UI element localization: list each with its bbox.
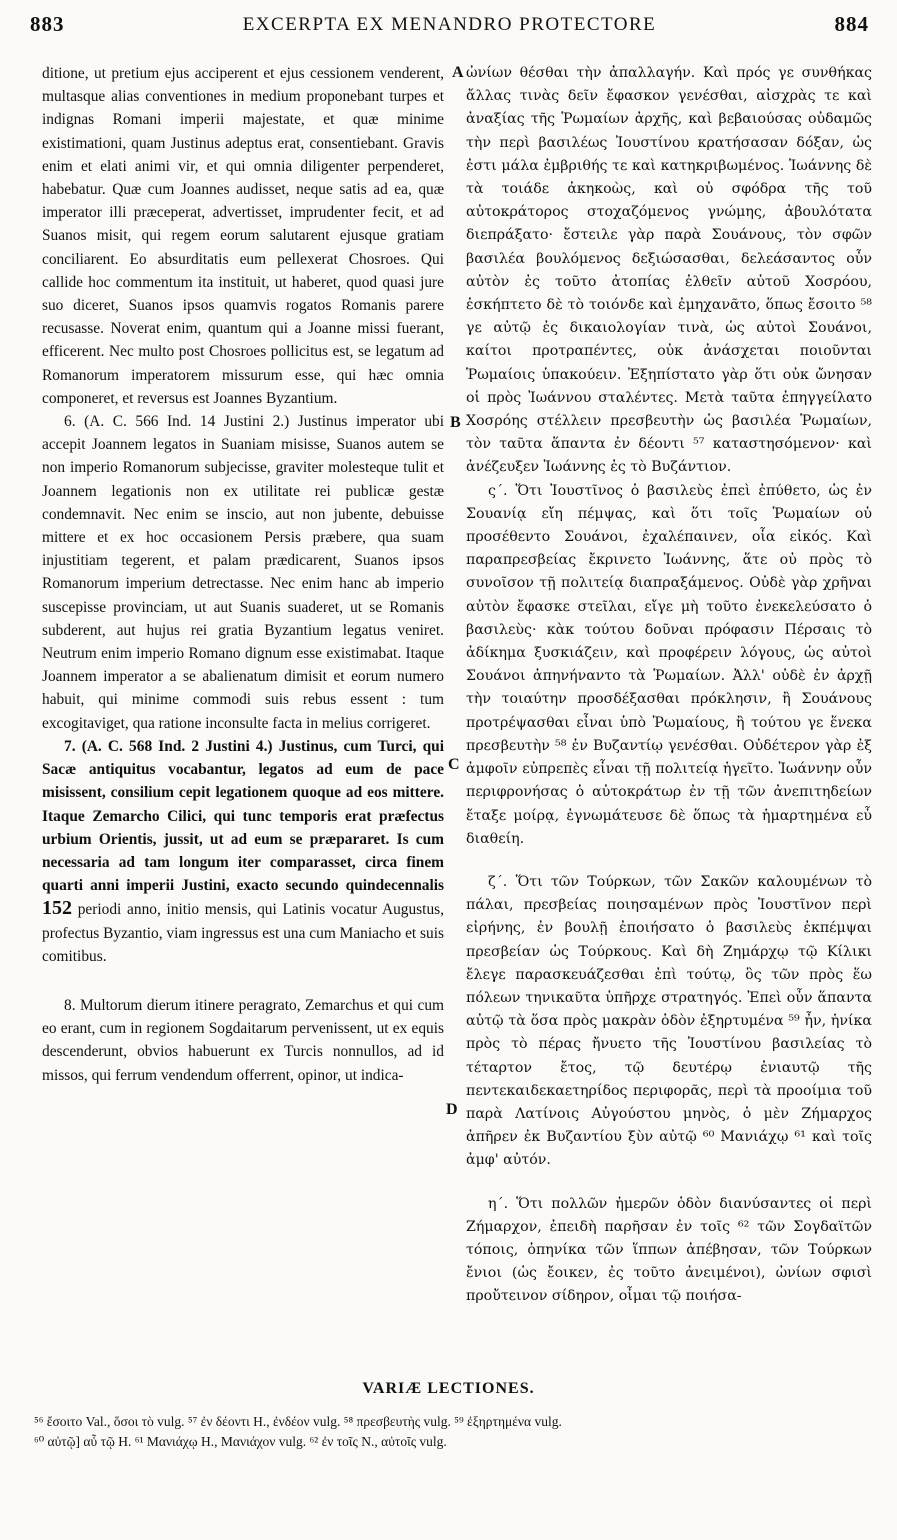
latin-paragraph-4: 8. Multorum dierum itinere peragrato, Zemarchus et qui cum eo erant, cum in regionem Sogdaitarum pervenissent, ut ex equis descenderunt, obvios habuerunt ex Turcis nonnullos, ad id missos, qui ferrum vendendum offerrent, opinor, ut indica- (42, 996, 444, 1084)
inline-page-number: 152 (42, 897, 72, 920)
page-number-right: 884 (834, 12, 869, 36)
greek-paragraph-3: ζ΄. Ὅτι τῶν Τούρκων, τῶν Σακῶν καλουμένων τὸ πάλαι, πρεσβείας ποιησαμένων πρὸς Ἰουστῖνον περὶ εἰρήνης, ἐν βουλῇ ἐποιήσατο ὁ βασιλεὺς ἐκπέμψαι πρεσβείαν ὡς Τούρκους. Καὶ δὴ Ζημάρχῳ τῷ Κίλικι ἔλεγε παρασκευάζεσθαι ἐπὶ τούτῳ, ὃς τῶν πρὸς ἕω πόλεων τηνικαῦτα ὑπῆρχε στρατηγός. Ἐπεὶ οὖν ἅπαντα αὐτῷ τὰ ὅσα πρὸς μακρὰν ὁδὸν ἐξηρτυμένα ⁵⁹ ἦν, ἡνίκα πρὸς τὸ πέρας ἤνυετο τῆς Ἰουστίνου βασιλείας τὸ τέταρτον ἔτος, τῷ δευτέρῳ ἐνιαυτῷ τῆς πεντεκαιδεκαετηρίδος περιφορᾶς, περὶ τὰ προοίμια τοῦ παρὰ Λατίνοις Αὐγούστου μηνὸς, ὁ μὲν Ζήμαρχος ἀπῆρεν ἐκ Βυζαντίου ξὺν αὐτῷ ⁶⁰ Μανιάχῳ ⁶¹ καὶ τοῖς ἀμφ' αὐτόν. (466, 873, 872, 1169)
latin-column (42, 62, 444, 1087)
latin-paragraph-3-part-b: periodi anno, initio mensis, qui Latinis vocatur Augustus, profectus Byzantio, viam ingressus est una cum Maniacho et suis comitibus. (42, 901, 444, 965)
greek-column (466, 62, 872, 1309)
margin-letter-a: A (452, 64, 464, 81)
page-header (30, 12, 869, 42)
latin-paragraph-2: 6. (A. C. 566 Ind. 14 Justini 2.) Justinus imperator ubi accepit Joannem legatos in Suaniam misisse, Suanos autem se non imperio Romanorum subjecisse, graviter molesteque tulit et Joannem legationis non ex utilitate rei publicæ gestæ condemnavit. Nec enim se inscio, aut non jubente, debuisse mittere et ex hoc occasionem Persis præbere, qua suam injustitiam tegerent, et palam prædicarent, Suanos ipsos Romanorum imperium detrectasse. Nec enim hanc ab imperio suscepisse provinciam, ut aut Suanis suaderet, ut se Romanis subderent, aut hujus rei gratia Byzantium legatus veniret. Neutrum enim imperio Romano dignum esse existimabat. Itaque Joannem imperator a se abalienatum dimisit et eorum numero habuit, qui minime commodi suis rebus essent : tum excogitaviget, qua ratione inconsulte facta in melius corrigeret. (42, 413, 444, 732)
variae-lectiones-heading: VARIÆ LECTIONES. (362, 1380, 535, 1397)
page-number-left: 883 (30, 12, 65, 36)
greek-paragraph-4: η΄. Ὅτι πολλῶν ἡμερῶν ὁδὸν διανύσαντες οἱ περὶ Ζήμαρχον, ἐπειδὴ παρῆσαν ἐν τοῖς ⁶² τῶν Σογδαϊτῶν τόποις, ὁπηνίκα τῶν ἵππων ἀπέβησαν, τῶν Τούρκων ἔνιοι (ὡς ἔοικεν, ἐς τοῦτο ἀνειμένοι), ὠνίων σφισὶ προὔτεινον σίδηρον, οἶμαι τῷ ποιήσα- (466, 1195, 872, 1305)
greek-paragraph-1: ὠνίων θέσθαι τὴν ἀπαλλαγήν. Καὶ πρός γε συνθήκας ἄλλας τινὰς δεῖν ἔφασκον γενέσθαι, αἰσχρὰς τε καὶ ἀναξίας τῆς Ῥωμαίων ἀρχῆς, καὶ βεβαιούσας οὐδαμῶς τὴν περὶ βασιλέως Ἰουστίνου κρατήσασαν δόξαν, ὡς ἐστι μάλα ἐμβριθής τε καὶ κατηκριβωμένος. Ἰωάννης δὲ τὰ τοιάδε ἀκηκοὼς, καὶ οὐ σφόδρα τῆς τοῦ αὐτοκράτορος στοχαζόμενος γνώμης, ἀβουλότατα διεπράξατο· ἔστειλε γὰρ παρὰ Σουάνους, τὸν σφῶν βασιλέα βουλόμενος δεξιώσασθαι, δελεάσαντος οὖν αὐτὸν ἐς τοῦτο ἀτοπίας ἐλθεῖν αὐτοῦ Χοσρόου, ἐσκήπτετο δὲ τὸ τοιόνδε καὶ ἐμηχανᾶτο, ὅπως ἔσοιτο ⁵⁸ γε αὐτῷ ἐς δικαιολογίαν τινὰ, ὡς αὐτοὶ Σουάνοι, καίτοι προτραπέντες, οὐκ ἀνάσχεται ποιοῦνται Ῥωμαίοις ὑπακούειν. Ἐξηπίστατο γὰρ ὅτι οὐκ ὤνησαν οἱ πρὸς Ἰωάννου σταλέντες. Μετὰ ταῦτα ἐπηγγείλατο Χοσρόης στέλλειν πρεσβευτὴν ὡς βασιλέα Ῥωμαίων, τὸν ταῦτα ἅπαντα ἐν δέοντι ⁵⁷ καταστησόμενον· καὶ ἀνέζευξεν Ἰωάννης ἐς τὸ Βυζάντιον. (466, 65, 872, 476)
latin-paragraph-1: ditione, ut pretium ejus acciperent et ejus cessionem venderent, multasque alias conventiones in medium proponebant turpes et indignas Romani imperii majestate, et quæ minime existimationi, quam Justinus adeptus erat, consentiebant. Gravis enim et elati animi vir, et qui omnia diligenter perpenderet, habebatur. Quæ cum Joannes audisset, neque satis ad ea, quæ imperator illi præceperat, advertisset, imprudenter fecit, et ad Suanos misit, qui regem eorum salutarent ejusque gratiam conciliarent. Eo absurditatis eum pellexerat Chosroes. Qui callide hoc commentum ita instituit, ut haberet, quod quasi jure suo diceret, Suanos ipsos quamvis rogatos Romanis parere recusasse. Noverat enim, quantum qui a Joanne missi fuerant, efficerent. Nec multo post Chosroes pollicitus est, se legatum ad Romanorum imperatorem missurum esse, qui hæc omnia componeret, et reversus est Joannes Byzantium. (42, 65, 444, 407)
latin-paragraph-3 (42, 735, 444, 968)
greek-paragraph-2: ς΄. Ὅτι Ἰουστῖνος ὁ βασιλεὺς ἐπεὶ ἐπύθετο, ὡς ἐν Σουανίᾳ εἴη πέμψας, καὶ ὅτι τοῖς Ῥωμαίων οὐ προσέθεντο Σουάνοι, ἐχαλέπαινεν, οἷα εἰκός. Καὶ παραπρεσβείας ἔκρινετο Ἰωάννης, ἅτε οὐ πρὸς τὸ συνοῖσον τῇ πολιτείᾳ διαπραξάμενος. Οὐδὲ γὰρ χρῆναι αὐτὸν ἔφασκε στεῖλαι, εἴγε μὴ τοῦτο ἐνεκελεύσατο ὁ βασιλεὺς· κὰκ τούτου δοῦναι πρόφασιν Πέρσαις τὸ ἀδίκημα ξυσκιάζειν, καὶ προφέρειν λόγους, ὡς αὐτοὶ Σουάνοι ἀπηνήναντο τὰ Ῥωμαίων. Ἀλλ' οὐδὲ ἐν ἀρχῇ τὴν τοιαύτην προσδέξασθαι πρόκλησιν, ἢ Σουάνους προτρέψασθαι εἶναι ὑπὸ Ῥωμαίους, ἢ τούτου γε ἕνεκα πρεσβευτὴν ⁵⁸ ἐν Βυζαντίῳ γενέσθαι. Οὐδέτερον γὰρ ἐξ ἀμφοῖν εὐπρεπὲς εἶναι τῇ πολιτείᾳ ἡγεῖτο. Ἰωάννην οὖν περιφρονήσας ὁ αὐτοκράτωρ ἐν τῇ τῶν ἀνεπιτηδείων ἔταξε μοίρᾳ, ἐγνωμάτευσε δὲ ὅπως τὰ ἡμαρτημένα εὖ διαθείη. (466, 482, 872, 847)
running-title: EXCERPTA EX MENANDRO PROTECTORE (242, 14, 657, 35)
variant-readings-line-1: ⁵⁶ ἔσοιτο Val., ὅσοι τὸ vulg. ⁵⁷ ἐν δέοντι H., ἐνδέον vulg. ⁵⁸ πρεσβευτὴς vulg. ⁵⁹ ἐξηρτημένα vulg. (34, 1414, 562, 1429)
margin-letter-c: C (448, 756, 460, 773)
latin-paragraph-3-part-a: 7. (A. C. 568 Ind. 2 Justini 4.) Justinus, cum Turci, qui Sacæ antiquitus vocabantur, legatos ad eum de pace misissent, consilium cepit legationem quoque ad eos mittere. Itaque Zemarcho Cilici, qui tunc temporis erat præfectus urbium Orientis, jussit, ut ad eum se præpararet. Is cum necessaria ad tam longum iter comparasset, circa finem quarti anni imperii Justini, exacto secundo quindecennalis (42, 737, 444, 895)
margin-letter-d: D (446, 1101, 458, 1118)
margin-letter-b: B (450, 414, 461, 431)
variant-readings-line-2: ⁶⁰ αὐτῷ] αὖ τῷ H. ⁶¹ Μανιάχῳ H., Μανιάχον vulg. ⁶² ἐν τοῖς N., αὐτοῖς vulg. (34, 1434, 447, 1449)
